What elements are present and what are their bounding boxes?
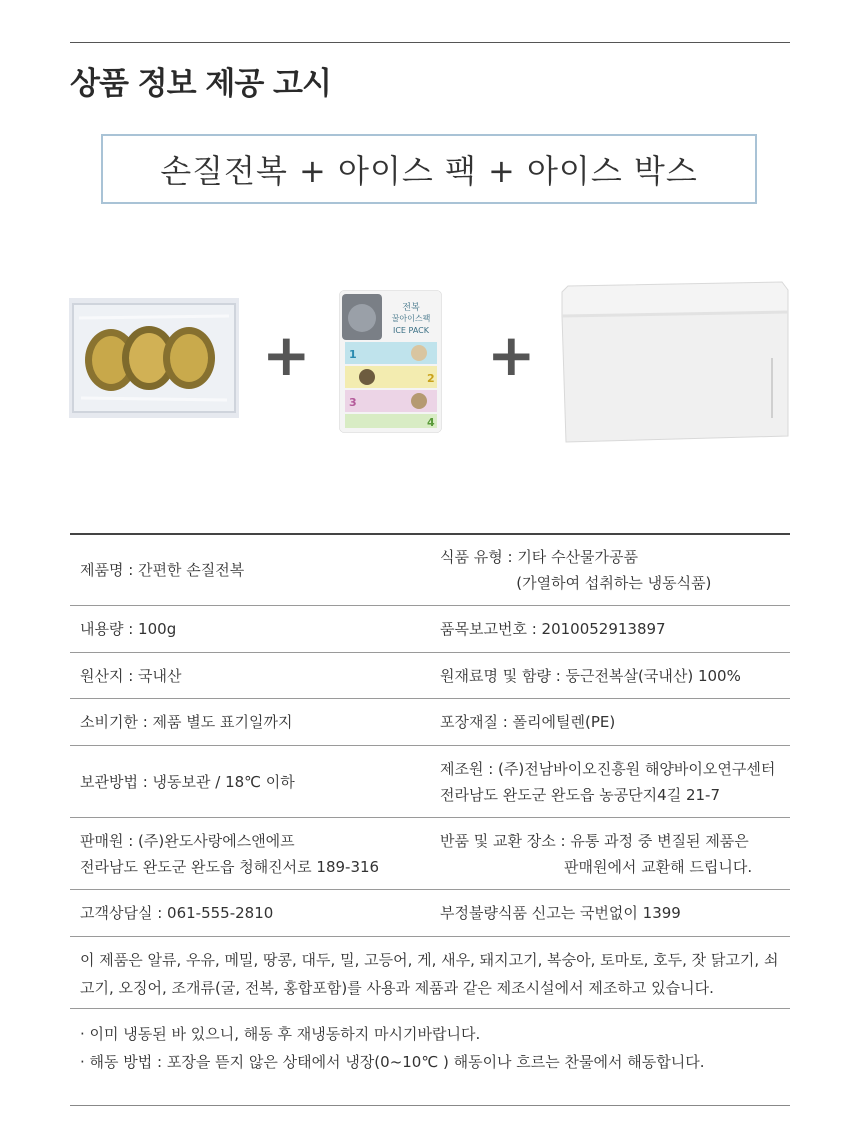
pack-brand-text: 전복 <box>402 303 420 313</box>
report-number-cell: 품목보고번호 : 2010052913897 <box>440 620 666 638</box>
top-rule <box>70 42 790 43</box>
return-place-cell <box>440 828 752 880</box>
bottom-rule <box>70 1105 790 1106</box>
ice-pack-image <box>339 290 442 433</box>
notes-row <box>70 1009 790 1106</box>
product-info-table <box>70 534 790 1106</box>
pack-name-text: 꿀아이스팩 <box>391 314 431 323</box>
plus-sign-2: + <box>487 321 536 389</box>
table-row <box>70 699 790 746</box>
manufacturer-line-1: 제조원 : (주)전남바이오진흥원 해양바이오연구센터 <box>440 760 776 778</box>
manufacturer-cell <box>440 756 775 808</box>
table-row <box>70 890 790 937</box>
seller-cell <box>80 828 379 880</box>
plus-sign-1: + <box>262 321 311 389</box>
food-type-line-2: (가열하여 섭취하는 냉동식품) <box>440 574 712 592</box>
packaging-cell: 포장재질 : 폴리에틸렌(PE) <box>440 713 616 731</box>
table-row <box>70 606 790 653</box>
ingredients-cell: 원재료명 및 함량 : 둥근전복살(국내산) 100% <box>440 667 741 685</box>
bundle-banner <box>101 134 757 204</box>
return-line-2: 판매원에서 교환해 드립니다. <box>440 858 753 876</box>
customer-service-cell: 고객상담실 : 061-555-2810 <box>80 904 274 922</box>
table-row <box>70 653 790 699</box>
pack-step-1: 1 <box>349 348 357 361</box>
notes-block <box>80 1020 780 1076</box>
product-name-cell: 제품명 : 간편한 손질전복 <box>80 561 245 579</box>
pack-en-text: ICE PACK <box>392 326 430 335</box>
seller-line-2: 전라남도 완도군 완도읍 청해진서로 189-316 <box>80 858 380 876</box>
table-row <box>70 818 790 890</box>
ice-pack-illustration <box>339 290 442 433</box>
table-row <box>70 746 790 818</box>
allergy-row <box>70 937 790 1009</box>
storage-cell: 보관방법 : 냉동보관 / 18℃ 이하 <box>80 773 295 791</box>
abalone-illustration <box>69 298 239 418</box>
origin-cell: 원산지 : 국내산 <box>80 667 182 685</box>
note-refreeze: · 이미 냉동된 바 있으니, 해동 후 재냉동하지 마시기바랍니다. <box>80 1025 481 1043</box>
allergy-notice: 이 제품은 알류, 우유, 메밀, 땅콩, 대두, 밀, 고등어, 게, 새우, 돼지고기, 복숭아, 토마토, 호두, 잣 닭고기, 쇠고기, 오징어, 조개류(굴, 전복, 홍합포함)를 사용과 제품과 같은 제조시설에서 제조하고 있습니다. <box>80 951 779 997</box>
ice-box-illustration <box>560 278 790 445</box>
pack-step-4: 4 <box>427 416 435 429</box>
food-type-line-1: 식품 유형 : 기타 수산물가공품 <box>440 548 639 566</box>
pack-step-3: 3 <box>349 396 357 409</box>
expiry-cell: 소비기한 : 제품 별도 표기일까지 <box>80 713 293 731</box>
report-hotline-cell: 부정불량식품 신고는 국번없이 1399 <box>440 904 681 922</box>
table-row <box>70 534 790 606</box>
food-type-cell <box>440 544 711 596</box>
return-line-1: 반품 및 교환 장소 : 유통 과정 중 변질된 제품은 <box>440 832 749 850</box>
note-thaw-method: · 해동 방법 : 포장을 뜯지 않은 상태에서 냉장(0~10℃ ) 해동이나 흐르는 찬물에서 해동합니다. <box>80 1053 705 1071</box>
seller-line-1: 판매원 : (주)완도사랑에스앤에프 <box>80 832 295 850</box>
abalone-product-image <box>69 298 239 418</box>
ice-box-image <box>560 278 790 445</box>
net-content-cell: 내용량 : 100g <box>80 620 177 638</box>
page-title: 상품 정보 제공 고시 <box>70 66 331 102</box>
pack-step-2: 2 <box>427 372 435 385</box>
manufacturer-line-2: 전라남도 완도군 완도읍 농공단지4길 21-7 <box>440 786 721 804</box>
bundle-banner-text: 손질전복 + 아이스 팩 + 아이스 박스 <box>160 152 698 190</box>
